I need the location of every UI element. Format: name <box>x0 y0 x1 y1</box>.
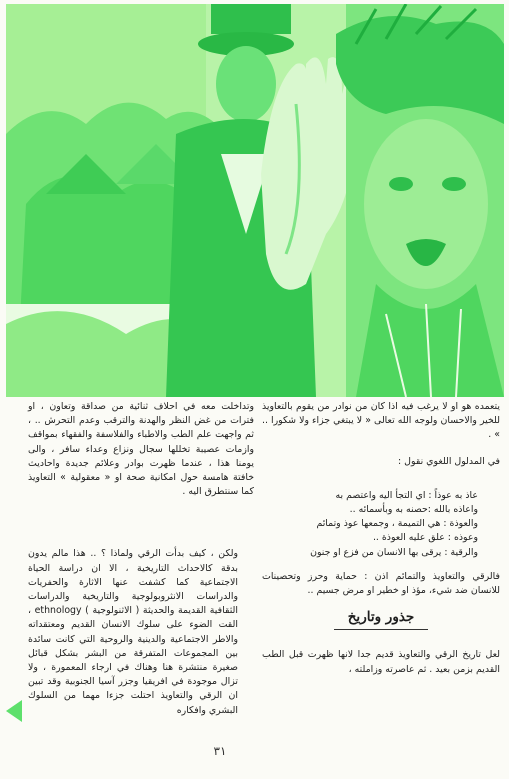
paragraph: يتعمده هو او لا يرغب فيه اذا كان من نوادر من يقوم بالتعاويذ للخير والاحسان ولوجه الله تعالى « لا يبتغي جزاء ولا شكورا .. » . <box>262 401 500 441</box>
illustration-photo <box>6 4 504 397</box>
section-heading-wrap <box>262 610 500 630</box>
paragraph: ولكن ، كيف بدأت الرقي ولماذا ؟ .. هذا مالم يدون بدقة كالاحداث التاريخية ، الا ان دراسة الحياة الاجتماعية كما كشفت عنها الاثارة والحفريات والدراسات الانثروبولوجية والتاريخية والدراسات الثقافية القديمة والحديثة ( الاثنولوجية ) ethnology ، القت الضوء على سلوك الانسان القديم ومعتقداته والاطر الاجتماعية والدينية والروحية التي كانت سائدة بين المجموعات المتفرقة من البشر بشكل قبائل صغيرة منتشرة هنا وهناك في ارجاء المعمورة ، ولا تزال موجودة في افريقيا وجزر آسيا الجنوبية وقد تبين ان الرقي والتعاويذ احتلت جزءا مهما من السلوك البشري وافكاره <box>28 548 239 716</box>
paragraph: فالرقي والتعاويذ والتمائم اذن : حماية وحرز وتحصينات للانسان ضد شيء، مؤذ او خطير او مرض جسيم .. <box>262 570 500 597</box>
definition-line: عاذ به عوذاً : اي التجأ اليه واعتصم به <box>335 489 478 501</box>
definition-line: والرقية : يرقى بها الانسان من فزع او جنون <box>310 546 478 558</box>
page-marker-triangle-icon <box>6 700 22 722</box>
tribal-portrait-photo-icon <box>6 4 504 397</box>
section-heading: جذور وتاريخ <box>334 610 429 630</box>
paragraph: وتداخلت معه في احلاف ثنائية من صداقة وتعاون ، او فترات من غض النظر والهدنة والترقب وعدم التحرش .. ، ثم واجهت علم الطب والاطباء والفلاسفة والفقهاء بمواقف وازمات عصيبة تخللها سجال ونزاع وعداء سافر ، والى يومنا هذا ، عندما ظهرت بوادر وعلائم جديدة واحاديث خافتة هامسة حول امكانية صحة او « معقولية » التعاويذ كما سنتطرق اليه . <box>28 401 254 498</box>
definition-line: وعوذه : علق عليه العوذة .. <box>372 532 478 544</box>
paragraph: في المدلول اللغوي نقول : <box>398 455 500 467</box>
definition-line: واعاذه بالله :حصنه به وبأسمائه .. <box>349 504 478 516</box>
left-text-column <box>28 400 254 726</box>
paragraph: لعل تاريخ الرقي والتعاويذ قديم جدا لانها ظهرت قبل الطب القديم بزمن بعيد . ثم عاصرته وزاملته ، <box>262 649 500 675</box>
right-text-column <box>262 400 500 685</box>
definition-line: والعوذة : هي التميمة ، وجمعها عوذ وتمائم <box>316 518 478 530</box>
page-number: ٣١ <box>213 744 227 758</box>
